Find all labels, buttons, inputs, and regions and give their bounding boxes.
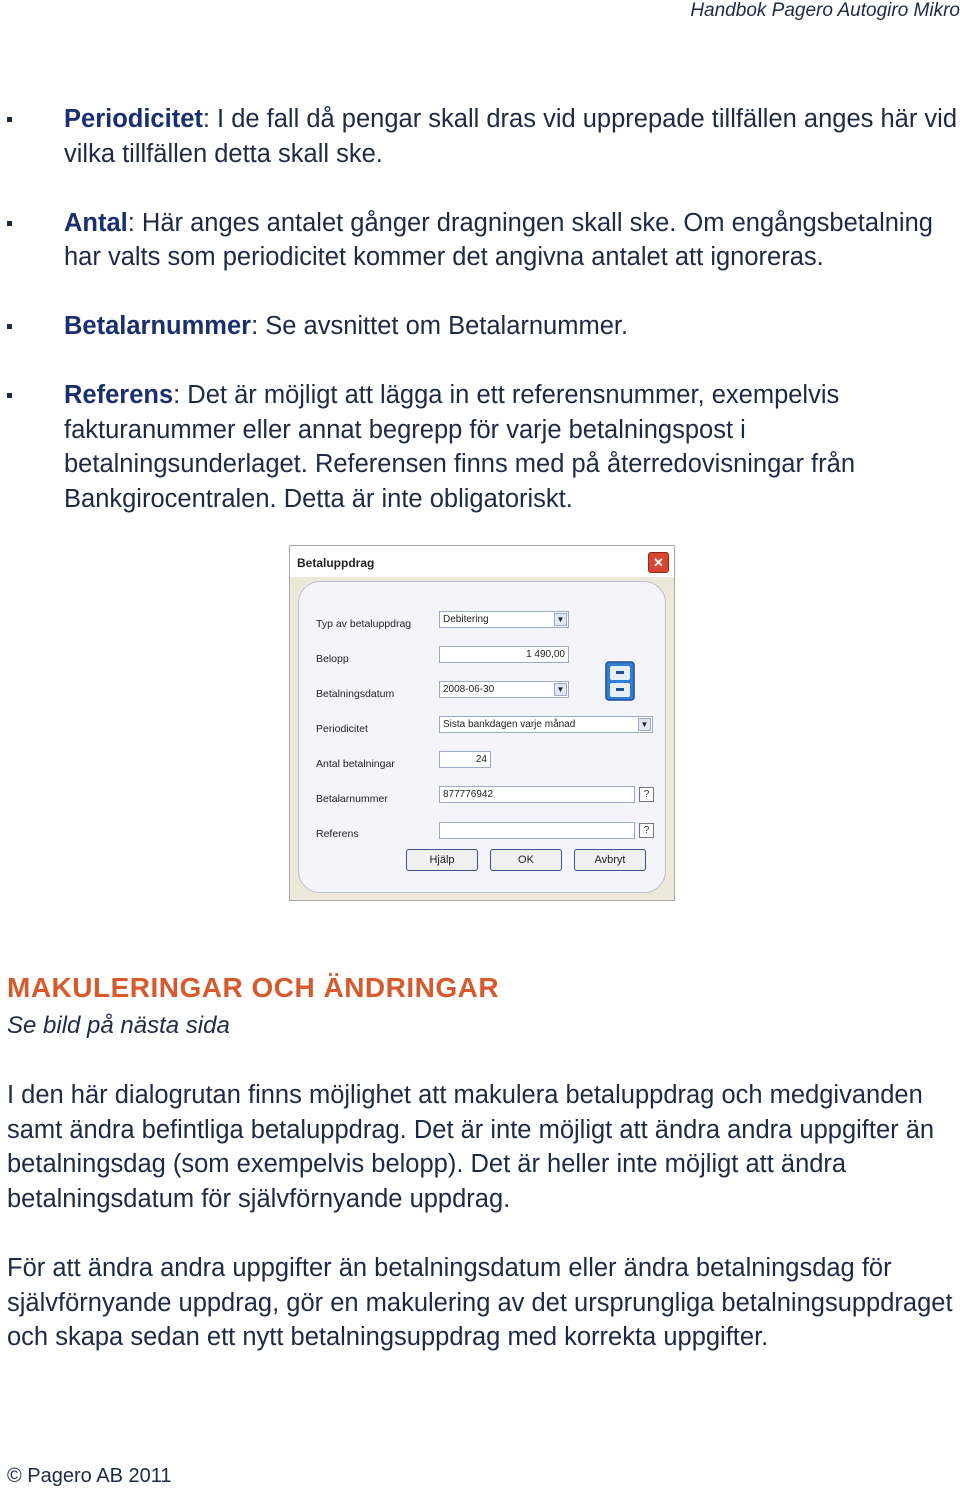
dialog-titlebar (290, 546, 674, 577)
betalningsdatum-picker[interactable] (439, 681, 569, 698)
bullet-term: Referens (64, 381, 174, 409)
section-title: MAKULERINGAR OCH ÄNDRINGAR (7, 972, 500, 1003)
help-icon[interactable]: ? (639, 787, 654, 802)
dialog-title: Betaluppdrag (297, 556, 375, 570)
bullet-text: : Här anges antalet gånger dragningen skall ske. Om engångsbetalning har valts som periodicitet kommer det angivna antalet att ignoreras. (64, 208, 933, 271)
bullet-term: Antal (64, 208, 128, 237)
close-icon[interactable]: ✕ (648, 552, 669, 573)
antal-input[interactable]: 24 (439, 751, 491, 768)
typ-select[interactable] (439, 611, 569, 628)
bullet-referens (0, 378, 960, 516)
bullet-marker (7, 393, 12, 398)
label-betalningsdatum: Betalningsdatum (316, 688, 395, 700)
typ-value: Debitering (443, 614, 489, 625)
bullet-marker (7, 324, 12, 329)
bullet-betalarnummer (0, 309, 960, 344)
bullet-periodicitet (0, 102, 960, 171)
dialog-panel (298, 581, 666, 893)
bullet-text: : I de fall då pengar skall dras vid upprepade tillfällen anges här vid vilka tillfällen detta skall ske. (64, 105, 958, 168)
label-referens: Referens (316, 828, 359, 840)
help-icon[interactable]: ? (639, 823, 654, 838)
bullet-text: : Se avsnittet om Betalarnummer. (251, 312, 629, 340)
referens-input[interactable] (439, 822, 635, 839)
label-periodicitet: Periodicitet (316, 723, 368, 735)
chevron-down-icon[interactable]: ▼ (638, 718, 651, 731)
bullet-marker (7, 221, 12, 226)
ok-button[interactable]: OK (490, 849, 562, 871)
label-typ: Typ av betaluppdrag (316, 618, 412, 630)
bullet-antal (0, 206, 960, 275)
footer-copyright: © Pagero AB 2011 (7, 1465, 172, 1487)
help-button[interactable]: Hjälp (406, 849, 478, 871)
chevron-down-icon[interactable]: ▼ (554, 613, 567, 626)
betalarnummer-input[interactable]: 877776942 (439, 786, 635, 803)
periodicitet-value: Sista bankdagen varje månad (443, 719, 576, 730)
page-header: Handbok Pagero Autogiro Mikro (690, 0, 960, 21)
chevron-down-icon[interactable]: ▼ (554, 683, 567, 696)
label-antal: Antal betalningar (316, 758, 395, 770)
periodicitet-select[interactable] (439, 716, 653, 733)
bullet-term: Betalarnummer (64, 312, 252, 340)
betalningsdatum-value: 2008-06-30 (443, 684, 495, 695)
file-cabinet-icon (604, 660, 638, 702)
label-betalarnummer: Betalarnummer (316, 793, 388, 805)
paragraph: I den här dialogrutan finns möjlighet att makulera betaluppdrag och medgivanden samt ändra befintliga betaluppdrag. Det är inte möjligt att ändra andra uppgifter än betalningsdag (som exempelvis belopp). Det är heller inte möjligt att ändra betalningsdatum för självförnyande uppdrag. (7, 1081, 935, 1213)
belopp-input[interactable]: 1 490,00 (439, 646, 569, 663)
label-belopp: Belopp (316, 653, 349, 665)
paragraph: För att ändra andra uppgifter än betalningsdatum eller ändra betalningsdag för självförnyande uppdrag, gör en makulering av det ursprungliga betalningsuppdraget och skapa sedan ett nytt betalningsuppdrag med korrekta uppgifter. (7, 1254, 953, 1351)
bullet-list (0, 102, 960, 551)
bullet-term: Periodicitet (64, 105, 203, 133)
section-subtitle: Se bild på nästa sida (7, 1012, 230, 1039)
bullet-marker (7, 117, 12, 122)
bullet-text: : Det är möjligt att lägga in ett referensnummer, exempelvis fakturanummer eller annat begrepp för varje betalningspost i betalningsunderlaget. Referensen finns med på återredovisningar från Bankgirocentralen. Detta är inte obligatoriskt. (64, 381, 855, 513)
cancel-button[interactable]: Avbryt (574, 849, 646, 871)
betaluppdrag-dialog-screenshot (289, 545, 675, 901)
